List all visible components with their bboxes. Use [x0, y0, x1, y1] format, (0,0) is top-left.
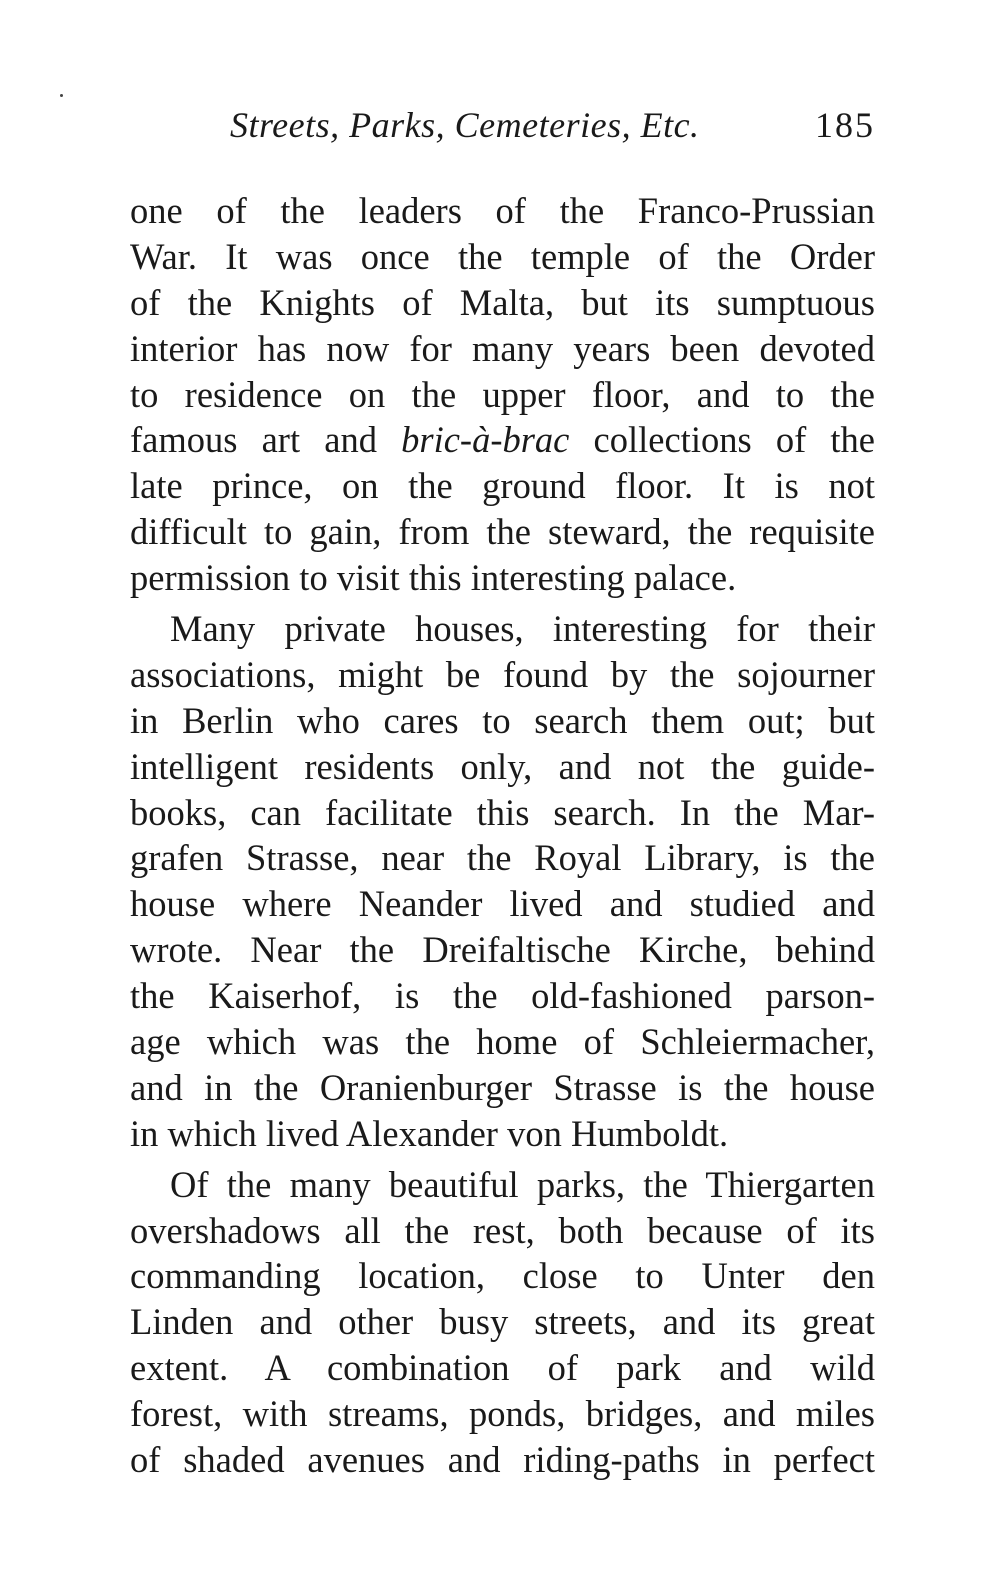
- print-speck: [60, 94, 63, 97]
- text-line: of shaded avenues and riding-paths in perfect: [130, 1439, 875, 1481]
- text-line: Many private houses, interesting for their: [170, 608, 875, 650]
- text-line: permission to visit this interesting palace.: [130, 557, 737, 599]
- text-line: to residence on the upper floor, and to the: [130, 373, 875, 415]
- text-line: associations, might be found by the sojourner: [130, 653, 875, 695]
- text-line: interior has now for many years been devoted: [130, 327, 875, 369]
- text-line: wrote. Near the Dreifaltische Kirche, behind: [130, 929, 875, 971]
- paragraph-2: [130, 606, 875, 1157]
- text-line: age which was the home of Schleiermacher,: [130, 1021, 875, 1063]
- paragraph-1: [130, 188, 875, 601]
- text-line: extent. A combination of park and wild: [130, 1347, 875, 1389]
- text-line-italic: famous art and bric-à-brac collections of the: [130, 419, 875, 461]
- text-line: of the Knights of Malta, but its sumptuous: [130, 281, 875, 323]
- text-line: in Berlin who cares to search them out; but: [130, 699, 875, 741]
- text-line: difficult to gain, from the steward, the requisite: [130, 511, 875, 553]
- running-head: [130, 100, 875, 150]
- text-line: Of the many beautiful parks, the Thiergarten: [170, 1163, 875, 1205]
- text-line: the Kaiserhof, is the old-fashioned parson-: [130, 975, 875, 1017]
- text-line: one of the leaders of the Franco-Prussian: [130, 190, 875, 231]
- paragraph-3: [130, 1162, 875, 1483]
- text-line: forest, with streams, ponds, bridges, and miles: [130, 1393, 875, 1435]
- text-line: and in the Oranienburger Strasse is the house: [130, 1066, 875, 1108]
- running-title: Streets, Parks, Cemeteries, Etc.: [230, 105, 700, 145]
- page-number: 185: [815, 105, 875, 145]
- text-line: commanding location, close to Unter den: [130, 1255, 875, 1297]
- text-line: late prince, on the ground floor. It is not: [130, 465, 875, 507]
- text-line: in which lived Alexander von Humboldt.: [130, 1112, 729, 1154]
- italic-phrase: bric-à-brac: [401, 419, 570, 461]
- text-line: grafen Strasse, near the Royal Library, is the: [130, 837, 875, 879]
- text-line: books, can facilitate this search. In the Mar-: [130, 791, 875, 833]
- text-line: house where Neander lived and studied and: [130, 883, 875, 925]
- body-text: [130, 188, 875, 1483]
- text-line: overshadows all the rest, both because of its: [130, 1209, 875, 1251]
- text-line: War. It was once the temple of the Order: [130, 235, 875, 277]
- text-line: intelligent residents only, and not the guide-: [130, 745, 875, 787]
- text-line: Linden and other busy streets, and its great: [130, 1301, 875, 1343]
